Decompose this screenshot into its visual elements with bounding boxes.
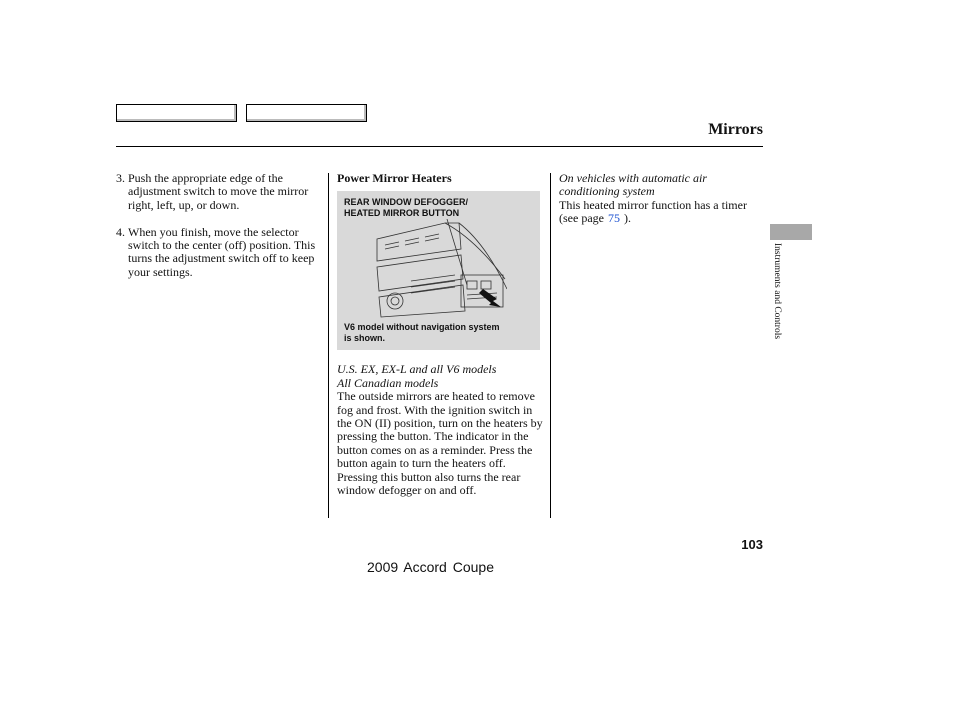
figure-caption: V6 model without navigation system is shown. (344, 322, 500, 343)
step-number: 4. (116, 224, 125, 239)
applicability-note: U.S. EX, EX-L and all V6 models All Canadian models (337, 362, 497, 390)
dashboard-illustration (375, 219, 507, 319)
section-tab-label: Instruments and Controls (772, 243, 782, 340)
page-reference-link[interactable]: 75 (607, 211, 620, 226)
footer-model: 2009 Accord Coupe (367, 559, 494, 575)
step-text: When you finish, move the selector switch to the center (off) position. This turns the adjustment switch off to keep your settings. (128, 224, 316, 279)
step-text: Push the appropriate edge of the adjustment switch to move the mirror right, left, up, or down. (128, 171, 309, 212)
column-divider (328, 173, 329, 518)
section-tab (770, 224, 812, 240)
page-title: Mirrors (708, 121, 763, 138)
step-item (116, 226, 322, 280)
next-page-button[interactable] (246, 104, 367, 122)
dashboard-figure (337, 191, 540, 350)
section-heading: Power Mirror Heaters (337, 171, 452, 185)
header-rule (116, 146, 763, 147)
column-divider (550, 173, 551, 518)
column-3 (559, 172, 749, 226)
applicability-note: On vehicles with automatic air conditioning system (559, 171, 707, 199)
previous-page-button[interactable] (116, 104, 237, 122)
step-item (116, 172, 322, 212)
column-1 (116, 172, 322, 293)
page-number: 103 (741, 537, 763, 552)
step-number: 3. (116, 171, 125, 185)
body-text: The outside mirrors are heated to remove fog and frost. With the ignition switch in the ON (II) position, turn on the heaters by pressing the button. The indicator in the button comes on as a reminder. Press the button again to turn the heaters off. Pressing this button also turns the rear window defogger on and off. (337, 389, 543, 498)
column-2 (337, 172, 543, 497)
body-text: This heated mirror function has a timer (see page 75 ). (559, 197, 747, 226)
figure-label: REAR WINDOW DEFOGGER/ HEATED MIRROR BUTTON (344, 197, 468, 218)
